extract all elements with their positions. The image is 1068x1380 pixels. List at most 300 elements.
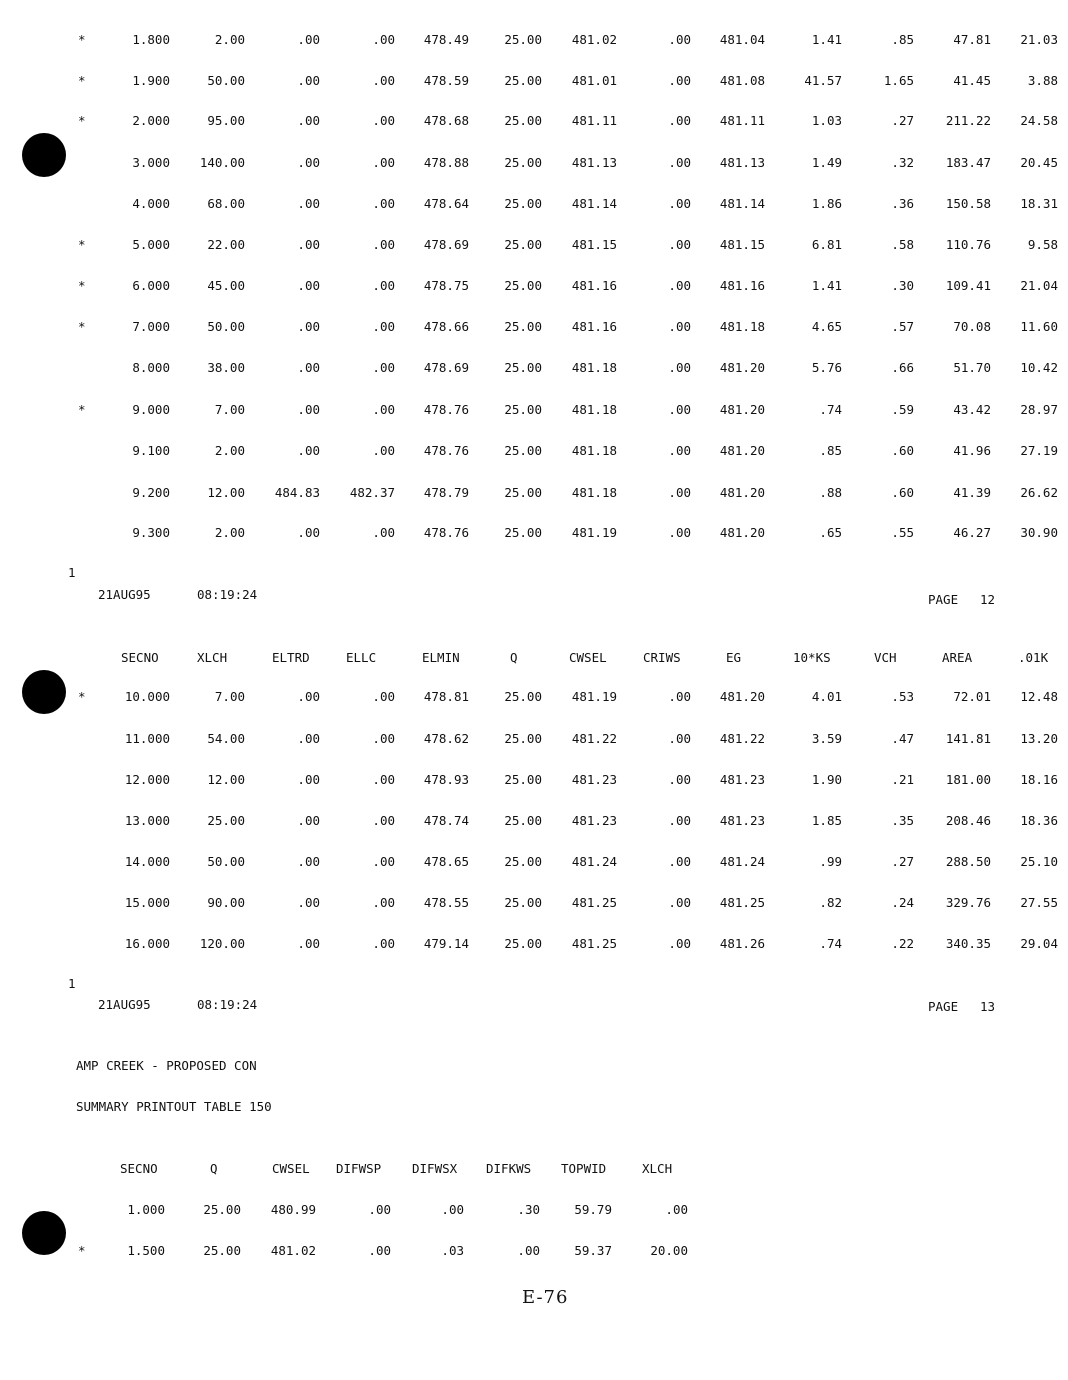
table-cell: 12.48	[1020, 689, 1058, 704]
table-cell: 12.000	[124, 772, 170, 787]
table-cell: .00	[297, 196, 320, 211]
table-cell: .00	[297, 813, 320, 828]
table-cell: 25.00	[203, 1202, 241, 1217]
table-row	[0, 73, 1068, 91]
column-header: DIFWSX	[412, 1161, 458, 1176]
column-header: TOPWID	[561, 1161, 607, 1176]
table-cell: 481.16	[719, 278, 765, 293]
table-cell: 18.36	[1020, 813, 1058, 828]
table-cell: 2.000	[132, 113, 170, 128]
table-cell: 68.00	[207, 196, 245, 211]
table-cell: 481.11	[719, 113, 765, 128]
table-cell: 482.37	[349, 485, 395, 500]
table-cell: 481.20	[719, 485, 765, 500]
table-cell: 59.37	[574, 1243, 612, 1258]
table-cell: .60	[891, 443, 914, 458]
table-cell: 478.64	[423, 196, 469, 211]
table-cell: 2.00	[214, 443, 245, 458]
table-cell: 1.03	[811, 113, 842, 128]
table-cell: .24	[891, 895, 914, 910]
table-cell: 25.00	[504, 278, 542, 293]
page-number: 13	[980, 999, 996, 1014]
table-cell: .27	[891, 854, 914, 869]
table-cell: 12.00	[207, 772, 245, 787]
table-cell: 18.16	[1020, 772, 1058, 787]
table-cell: 25.00	[504, 237, 542, 252]
flag-marker: *	[78, 278, 86, 293]
column-header: Q	[210, 1161, 218, 1176]
table-cell: 7.000	[132, 319, 170, 334]
table-cell: 30.90	[1020, 525, 1058, 540]
table-cell: 3.88	[1027, 73, 1058, 88]
table-cell: .00	[668, 731, 691, 746]
table-cell: 481.15	[571, 237, 617, 252]
table-cell: 26.62	[1020, 485, 1058, 500]
table-row	[0, 485, 1068, 503]
table-cell: 150.58	[945, 196, 991, 211]
table-cell: 16.000	[124, 936, 170, 951]
table-row	[0, 196, 1068, 214]
table-cell: .66	[891, 360, 914, 375]
table-cell: 481.24	[571, 854, 617, 869]
table-cell: 27.19	[1020, 443, 1058, 458]
table-cell: 3.000	[132, 155, 170, 170]
table-cell: .60	[891, 485, 914, 500]
table-cell: .00	[668, 813, 691, 828]
table-cell: 7.00	[214, 402, 245, 417]
table-cell: 8.000	[132, 360, 170, 375]
table-row	[0, 813, 1068, 831]
table-cell: 25.00	[504, 936, 542, 951]
table-cell: 1.90	[811, 772, 842, 787]
table-cell: .00	[372, 895, 395, 910]
column-header: DIFKWS	[486, 1161, 532, 1176]
table-cell: 5.000	[132, 237, 170, 252]
table-row	[0, 155, 1068, 173]
table-cell: 481.15	[719, 237, 765, 252]
table-cell: .00	[668, 32, 691, 47]
table-cell: 47.81	[953, 32, 991, 47]
table-cell: 478.93	[423, 772, 469, 787]
table-cell: 481.04	[719, 32, 765, 47]
table-cell: .00	[668, 113, 691, 128]
table-cell: 481.20	[719, 360, 765, 375]
table-cell: .00	[372, 196, 395, 211]
table-cell: 478.69	[423, 237, 469, 252]
table-cell: 41.39	[953, 485, 991, 500]
table-cell: 481.08	[719, 73, 765, 88]
table-cell: 481.16	[571, 278, 617, 293]
table-row	[0, 402, 1068, 420]
table-cell: 59.79	[574, 1202, 612, 1217]
table-cell: 25.00	[504, 772, 542, 787]
table-cell: 1.65	[883, 73, 914, 88]
table-cell: .59	[891, 402, 914, 417]
table-cell: .00	[372, 32, 395, 47]
table-cell: .00	[372, 772, 395, 787]
table-cell: 120.00	[199, 936, 245, 951]
table-cell: 21.04	[1020, 278, 1058, 293]
table-cell: 478.74	[423, 813, 469, 828]
table-cell: .00	[372, 278, 395, 293]
table-cell: 481.19	[571, 525, 617, 540]
page-label: PAGE	[928, 592, 959, 607]
column-header: ELMIN	[422, 650, 460, 665]
column-header: VCH	[874, 650, 897, 665]
table-cell: 340.35	[945, 936, 991, 951]
table-cell: .00	[372, 854, 395, 869]
table-cell: 6.000	[132, 278, 170, 293]
table-cell: 478.69	[423, 360, 469, 375]
table-cell: 1.500	[127, 1243, 165, 1258]
column-header: XLCH	[642, 1161, 673, 1176]
table-cell: 2.00	[214, 525, 245, 540]
report-title: AMP CREEK - PROPOSED CON	[76, 1058, 257, 1073]
table-cell: 90.00	[207, 895, 245, 910]
table-cell: 140.00	[199, 155, 245, 170]
table-cell: 478.81	[423, 689, 469, 704]
table-cell: .74	[819, 936, 842, 951]
column-header: 10*KS	[793, 650, 831, 665]
table-cell: 4.000	[132, 196, 170, 211]
table-cell: .00	[297, 443, 320, 458]
table-cell: 24.58	[1020, 113, 1058, 128]
table-cell: 25.10	[1020, 854, 1058, 869]
table-row	[0, 443, 1068, 461]
table-cell: .00	[368, 1243, 391, 1258]
table-cell: 480.99	[270, 1202, 316, 1217]
flag-marker: *	[78, 32, 86, 47]
table-cell: 2.00	[214, 32, 245, 47]
column-header: CWSEL	[569, 650, 607, 665]
table-row	[0, 278, 1068, 296]
table-cell: .03	[441, 1243, 464, 1258]
table-cell: 50.00	[207, 73, 245, 88]
table-cell: 10.000	[124, 689, 170, 704]
table-cell: .00	[297, 772, 320, 787]
table-cell: 13.000	[124, 813, 170, 828]
table-cell: 481.25	[571, 936, 617, 951]
flag-marker: *	[78, 113, 86, 128]
table-cell: 10.42	[1020, 360, 1058, 375]
table-cell: .00	[297, 895, 320, 910]
table-cell: .00	[372, 360, 395, 375]
table-cell: .53	[891, 689, 914, 704]
table-cell: 481.18	[719, 319, 765, 334]
table-cell: .74	[819, 402, 842, 417]
table-cell: 20.45	[1020, 155, 1058, 170]
table-cell: 38.00	[207, 360, 245, 375]
column-header: CRIWS	[643, 650, 681, 665]
table-cell: .65	[819, 525, 842, 540]
table-cell: 25.00	[504, 813, 542, 828]
table-cell: 43.42	[953, 402, 991, 417]
report-date: 21AUG95	[98, 587, 151, 602]
table-cell: .21	[891, 772, 914, 787]
table-row	[0, 895, 1068, 913]
table-cell: 481.20	[719, 402, 765, 417]
table-cell: 25.00	[504, 32, 542, 47]
table-cell: 481.01	[571, 73, 617, 88]
table-cell: 481.14	[571, 196, 617, 211]
table-cell: .00	[297, 525, 320, 540]
table-cell: .00	[372, 319, 395, 334]
table-cell: 481.25	[571, 895, 617, 910]
table-cell: 484.83	[274, 485, 320, 500]
column-header: AREA	[942, 650, 973, 665]
table-cell: .85	[819, 443, 842, 458]
table-cell: 481.18	[571, 443, 617, 458]
table-cell: .00	[668, 443, 691, 458]
table-cell: 1.41	[811, 278, 842, 293]
table-cell: .00	[372, 689, 395, 704]
table-cell: 109.41	[945, 278, 991, 293]
table-cell: 9.000	[132, 402, 170, 417]
table-cell: .35	[891, 813, 914, 828]
table-cell: .82	[819, 895, 842, 910]
column-header: XLCH	[197, 650, 228, 665]
table-cell: 25.00	[504, 319, 542, 334]
table-cell: 478.59	[423, 73, 469, 88]
table-cell: .22	[891, 936, 914, 951]
flag-marker: *	[78, 689, 86, 704]
table-cell: 25.00	[504, 402, 542, 417]
column-header: SECNO	[121, 650, 159, 665]
table-cell: 478.55	[423, 895, 469, 910]
table-cell: .00	[297, 319, 320, 334]
table-cell: .55	[891, 525, 914, 540]
table-cell: 481.11	[571, 113, 617, 128]
table-cell: 15.000	[124, 895, 170, 910]
table-cell: .00	[297, 689, 320, 704]
column-header: EG	[726, 650, 742, 665]
table-cell: .00	[668, 936, 691, 951]
table-cell: 481.16	[571, 319, 617, 334]
table-cell: 1.86	[811, 196, 842, 211]
table-row	[0, 1243, 1068, 1261]
table-cell: .36	[891, 196, 914, 211]
table-cell: 9.58	[1027, 237, 1058, 252]
table-row	[0, 772, 1068, 790]
table-cell: 18.31	[1020, 196, 1058, 211]
report-time: 08:19:24	[197, 997, 258, 1012]
table-cell: .00	[372, 113, 395, 128]
table-cell: 45.00	[207, 278, 245, 293]
table-cell: 54.00	[207, 731, 245, 746]
table-cell: 72.01	[953, 689, 991, 704]
table-cell: 478.62	[423, 731, 469, 746]
table-row	[0, 319, 1068, 337]
table-cell: 478.79	[423, 485, 469, 500]
table-cell: 9.100	[132, 443, 170, 458]
table-cell: .00	[668, 402, 691, 417]
table-cell: .32	[891, 155, 914, 170]
table-cell: 25.00	[504, 731, 542, 746]
table-cell: .00	[372, 155, 395, 170]
table-cell: 50.00	[207, 319, 245, 334]
table-cell: 288.50	[945, 854, 991, 869]
table-cell: 51.70	[953, 360, 991, 375]
flag-marker: *	[78, 73, 86, 88]
table-cell: .00	[372, 73, 395, 88]
table-cell: 479.14	[423, 936, 469, 951]
report-date: 21AUG95	[98, 997, 151, 1012]
table-cell: .00	[297, 278, 320, 293]
table-cell: 25.00	[207, 813, 245, 828]
column-header: ELLC	[346, 650, 377, 665]
table-cell: .00	[668, 196, 691, 211]
table-cell: .00	[297, 936, 320, 951]
table-cell: 25.00	[504, 485, 542, 500]
table-cell: .00	[297, 32, 320, 47]
report-time: 08:19:24	[197, 587, 258, 602]
table-cell: .00	[297, 360, 320, 375]
table-cell: 6.81	[811, 237, 842, 252]
table-cell: .00	[668, 319, 691, 334]
table-cell: 478.49	[423, 32, 469, 47]
table-cell: 478.76	[423, 443, 469, 458]
table-cell: .30	[891, 278, 914, 293]
table-cell: 481.13	[719, 155, 765, 170]
table-cell: .00	[668, 360, 691, 375]
table-cell: 478.76	[423, 525, 469, 540]
table-cell: 481.20	[719, 689, 765, 704]
table-cell: .00	[372, 402, 395, 417]
table-cell: .00	[297, 155, 320, 170]
table-cell: .85	[891, 32, 914, 47]
table-row	[0, 32, 1068, 50]
table-cell: 25.00	[504, 854, 542, 869]
table-cell: 95.00	[207, 113, 245, 128]
table-cell: 181.00	[945, 772, 991, 787]
table-cell: .47	[891, 731, 914, 746]
table-cell: 481.18	[571, 360, 617, 375]
table-row	[0, 1202, 1068, 1220]
table-cell: .00	[668, 73, 691, 88]
table-cell: 141.81	[945, 731, 991, 746]
table-cell: 481.13	[571, 155, 617, 170]
table-cell: 70.08	[953, 319, 991, 334]
table-cell: 25.00	[504, 895, 542, 910]
page-number: 12	[980, 592, 996, 607]
table-cell: 25.00	[504, 443, 542, 458]
table-cell: 208.46	[945, 813, 991, 828]
table-cell: 46.27	[953, 525, 991, 540]
table-cell: .00	[297, 731, 320, 746]
table-cell: 41.45	[953, 73, 991, 88]
table-cell: .00	[668, 485, 691, 500]
table-cell: 481.23	[571, 772, 617, 787]
column-header: ELTRD	[272, 650, 310, 665]
table-cell: 28.97	[1020, 402, 1058, 417]
flag-marker: *	[78, 402, 86, 417]
table-cell: 481.22	[719, 731, 765, 746]
table-cell: 41.57	[804, 73, 842, 88]
column-header: Q	[510, 650, 518, 665]
table-cell: 9.200	[132, 485, 170, 500]
table-cell: 13.20	[1020, 731, 1058, 746]
table-cell: 478.68	[423, 113, 469, 128]
table-cell: 25.00	[504, 113, 542, 128]
table-cell: .00	[668, 689, 691, 704]
table-row	[0, 854, 1068, 872]
column-header: .01K	[1018, 650, 1049, 665]
table-cell: 25.00	[504, 360, 542, 375]
table-cell: .30	[517, 1202, 540, 1217]
table-cell: 14.000	[124, 854, 170, 869]
table-cell: 481.19	[571, 689, 617, 704]
table-cell: 211.22	[945, 113, 991, 128]
table-cell: 1.85	[811, 813, 842, 828]
table-cell: 481.20	[719, 443, 765, 458]
table-cell: 481.14	[719, 196, 765, 211]
table-cell: .27	[891, 113, 914, 128]
table-cell: 183.47	[945, 155, 991, 170]
table-cell: .00	[297, 237, 320, 252]
table-cell: 1.49	[811, 155, 842, 170]
table-cell: 110.76	[945, 237, 991, 252]
table-cell: .88	[819, 485, 842, 500]
table-cell: .00	[668, 525, 691, 540]
table-cell: 1.000	[127, 1202, 165, 1217]
flag-marker: *	[78, 1243, 86, 1258]
table-cell: 3.59	[811, 731, 842, 746]
table-cell: .00	[368, 1202, 391, 1217]
table-row	[0, 113, 1068, 131]
table-cell: .57	[891, 319, 914, 334]
table-cell: 25.00	[504, 196, 542, 211]
carriage-control: 1	[68, 976, 76, 991]
table-cell: 478.75	[423, 278, 469, 293]
table-cell: .00	[297, 113, 320, 128]
carriage-control: 1	[68, 565, 76, 580]
table-cell: 481.26	[719, 936, 765, 951]
table-cell: 478.66	[423, 319, 469, 334]
table-cell: 50.00	[207, 854, 245, 869]
table-cell: 22.00	[207, 237, 245, 252]
table-cell: 27.55	[1020, 895, 1058, 910]
table-cell: .00	[441, 1202, 464, 1217]
table-cell: .00	[372, 813, 395, 828]
table-cell: 21.03	[1020, 32, 1058, 47]
table-cell: .00	[297, 854, 320, 869]
table-cell: .00	[372, 443, 395, 458]
table-cell: 11.60	[1020, 319, 1058, 334]
table-cell: 478.88	[423, 155, 469, 170]
table-cell: 1.900	[132, 73, 170, 88]
table-cell: .00	[297, 402, 320, 417]
table-cell: 20.00	[650, 1243, 688, 1258]
table-cell: 481.23	[571, 813, 617, 828]
table-cell: .00	[668, 854, 691, 869]
table-cell: .00	[517, 1243, 540, 1258]
table-cell: .00	[668, 155, 691, 170]
table-cell: 481.18	[571, 485, 617, 500]
table-cell: 9.300	[132, 525, 170, 540]
page-label: PAGE	[928, 999, 959, 1014]
table-row	[0, 525, 1068, 543]
table-cell: .00	[372, 731, 395, 746]
table-cell: 1.800	[132, 32, 170, 47]
table-cell: .00	[372, 936, 395, 951]
column-header: DIFWSP	[336, 1161, 382, 1176]
flag-marker: *	[78, 319, 86, 334]
table-subtitle: SUMMARY PRINTOUT TABLE 150	[76, 1099, 272, 1114]
table-cell: 481.02	[270, 1243, 316, 1258]
column-header: SECNO	[120, 1161, 158, 1176]
table-cell: 329.76	[945, 895, 991, 910]
table-cell: 481.02	[571, 32, 617, 47]
